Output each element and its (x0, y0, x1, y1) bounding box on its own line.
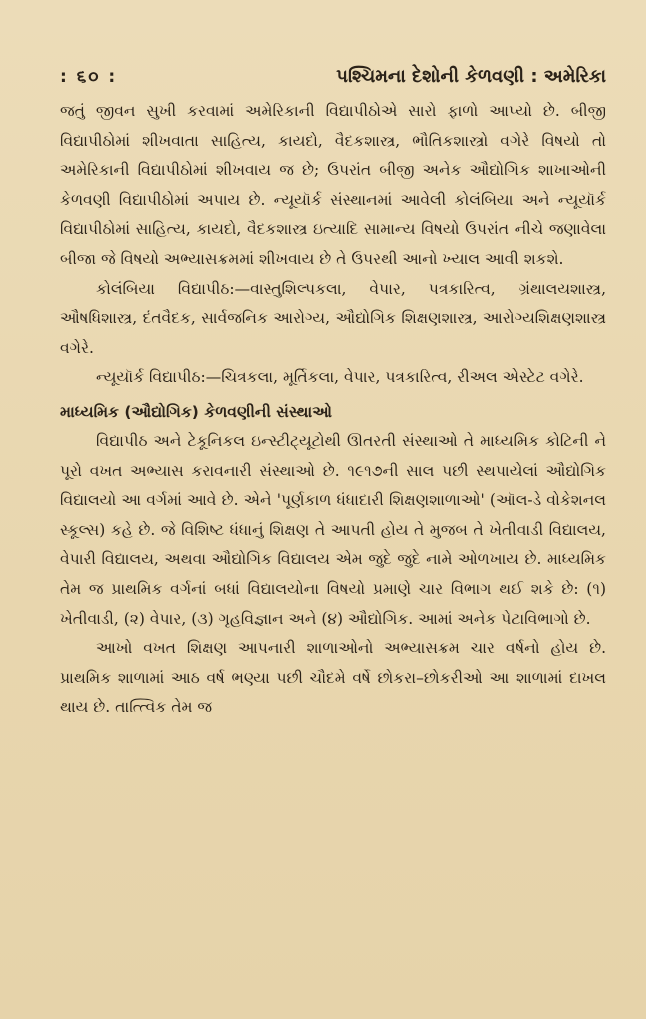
paragraph-intro: જતું જીવન સુખી કરવામાં અમેરિકાની વિદ્યાપીઠોએ સારો ફાળો આપ્યો છે. બીજી વિદ્યાપીઠોમાં શીખવાતા સાહિત્ય, કાયદો, વૈદકશાસ્ત્ર, ભૌતિકશાસ્ત્રો વગેરે વિષયો તો અમેરિકાની વિદ્યાપીઠોમાં શીખવાય જ છે; ઉપરાંત બીજી અનેક ઔદ્યોગિક શાખાઓની કેળવણી વિદ્યાપીઠોમાં અપાય છે. ન્યૂયૉર્ક સંસ્થાનમાં આવેલી કોલંબિયા અને ન્યૂયૉર્ક વિદ્યાપીઠોમાં સાહિત્ય, કાયદો, વૈદકશાસ્ત્ર ઇત્યાદિ સામાન્ય વિષયો ઉપરાંત નીચે જણાવેલા બીજા જે વિષયો અભ્યાસક્રમમાં શીખવાય છે તે ઉપરથી આનો ખ્યાલ આવી શકશે. (60, 102, 606, 268)
paragraph-columbia: કોલંબિયા વિદ્યાપીઠ:—વાસ્તુશિલ્પકલા, વેપાર, પત્રકારિત્વ, ગ્રંથાલયશાસ્ત્ર, ઔષધિશાસ્ત્ર, દંતવૈદક, સાર્વજનિક આરોગ્ય, ઔદ્યોગિક શિક્ષણશાસ્ત્ર, આરોગ્યશિક્ષણશાસ્ત્ર વગેરે. (60, 279, 606, 357)
paragraph-curriculum: આખો વખત શિક્ષણ આપનારી શાળાઓનો અભ્યાસક્રમ ચાર વર્ષનો હોય છે. પ્રાથમિક શાળામાં આઠ વર્ષ ભણ્યા પછી ચૌદમે વર્ષે છોકરા–છોકરીઓ આ શાળામાં દાખલ થાય છે. તાત્ત્વિક તેમ જ (60, 639, 606, 717)
section-heading: માધ્યમિક (ઔદ્યોગિક) કેળવણીની સંસ્થાઓ (60, 402, 332, 421)
paragraph-secondary-institutions: વિદ્યાપીઠ અને ટેકૂનિકલ ઇન્સ્ટીટ્યૂટોથી ઊતરતી સંસ્થાઓ તે માધ્યમિક કોટિની ને પૂરો વખત અભ્યાસ કરાવનારી સંસ્થાઓ છે. ૧૯૧૭ની સાલ પછી સ્થપાયેલાં ઔદ્યોગિક વિદ્યાલયો આ વર્ગમાં આવે છે. એને 'પૂર્ણકાળ ધંધાદારી શિક્ષણશાળાઓ' (ઑલ-ડે વોકેશનલ સ્કૂલ્સ) કહે છે. જે વિશિષ્ટ ધંધાનું શિક્ષણ તે આપતી હોય તે મુજબ તે ખેતીવાડી વિદ્યાલય, વેપારી વિદ્યાલય, અથવા ઔદ્યોગિક વિદ્યાલય એમ જુદે જુદે નામે ઓળખાય છે. માધ્યમિક તેમ જ પ્રાથમિક વર્ગનાં બધાં વિદ્યાલયોના વિષયો પ્રમાણે ચાર વિભાગ થઈ શકે છે: (૧) ખેતીવાડી, (૨) વેપાર, (૩) ગૃહવિજ્ઞાન અને (૪) ઔદ્યોગિક. આમાં અનેક પેટાવિભાગો છે. (60, 431, 606, 628)
paragraph-newyork: ન્યૂયૉર્ક વિદ્યાપીઠ:—ચિત્રકલા, મૂર્તિકલા, વેપાર, પત્રકારિત્વ, રીઅલ એસ્ટેટ વગેરે. (96, 368, 584, 387)
running-head (60, 66, 606, 87)
page-number: : ૬૦ : (60, 67, 118, 87)
header-title: પશ્ચિમના દેશોની કેળવણી : અમેરિકા (336, 66, 606, 87)
